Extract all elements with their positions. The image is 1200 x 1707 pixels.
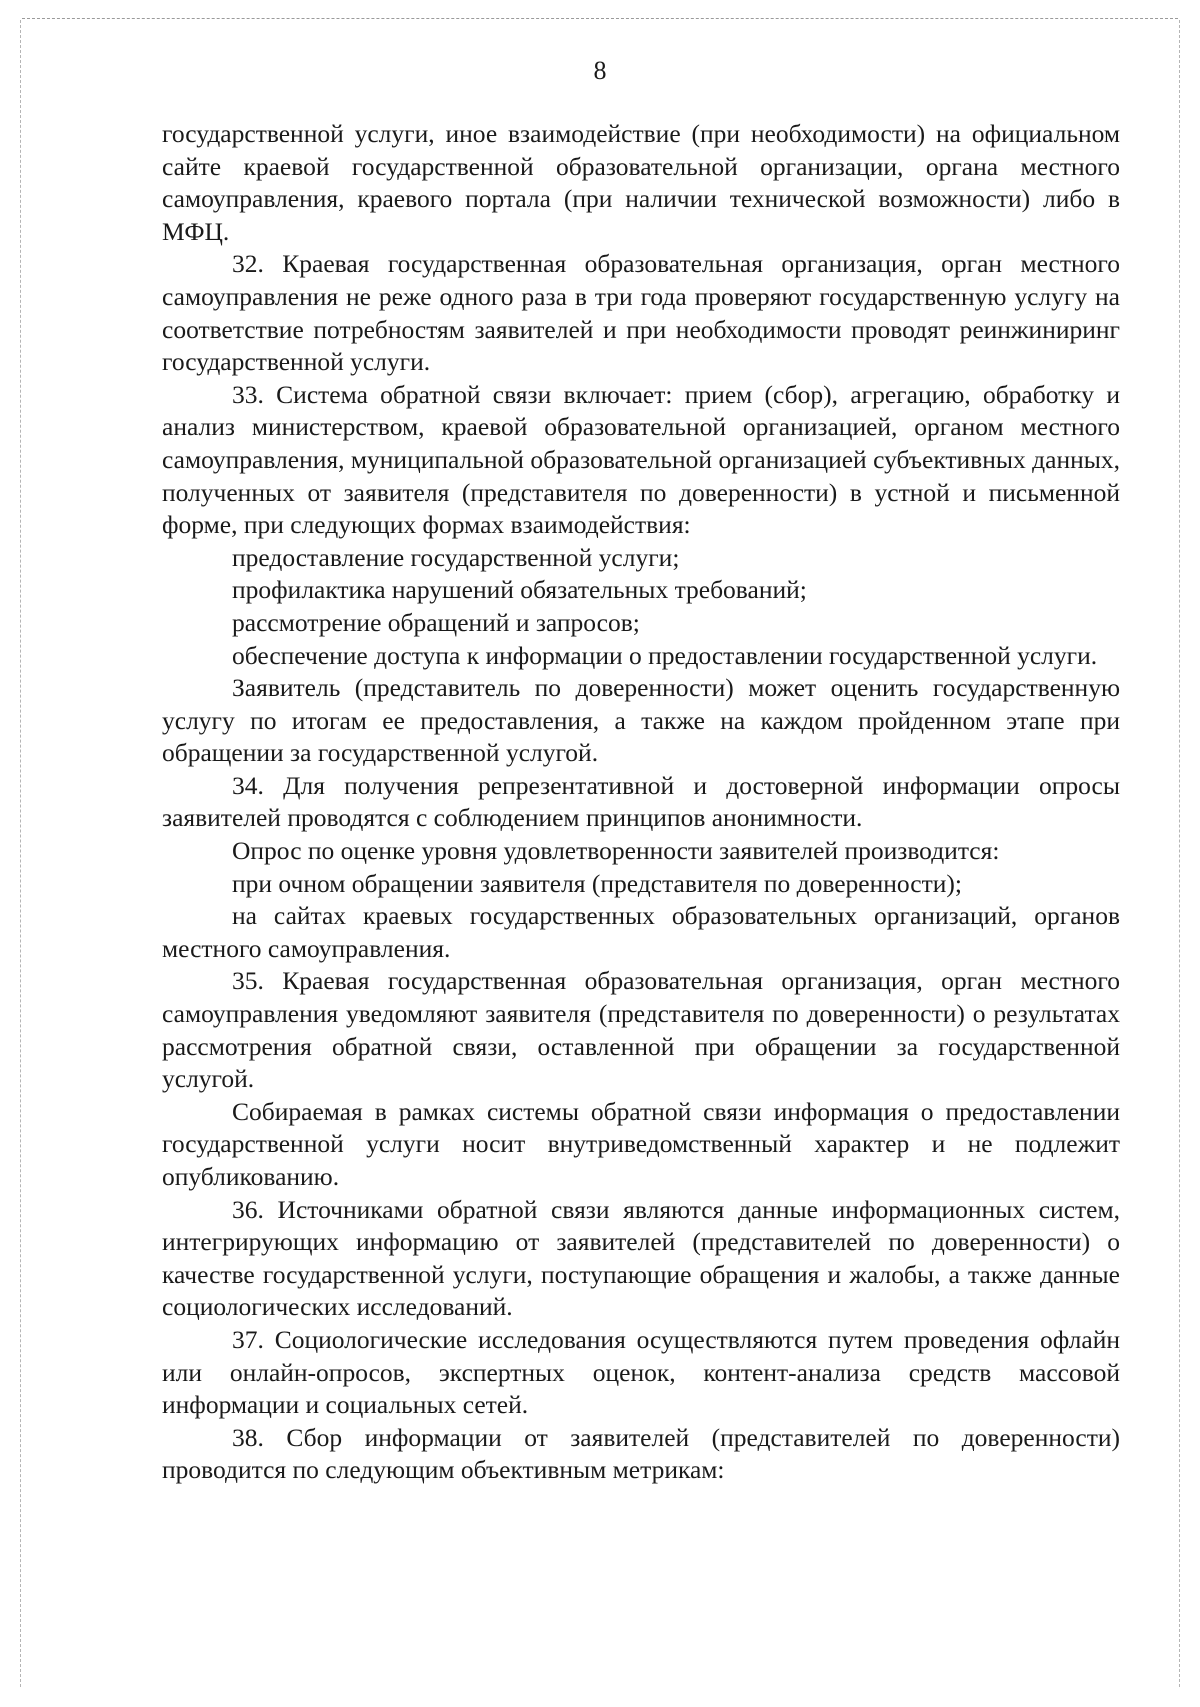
paragraph-35: 35. Краевая государственная образовательная организация, орган местного самоуправления уведомляют заявителя (представителя по доверенности) о результатах рассмотрения обратной связи, оставленной при обращении за государственной услугой. xyxy=(162,966,1120,1094)
list-item: профилактика нарушений обязательных требований; xyxy=(232,575,807,605)
scan-edge-left xyxy=(20,20,21,1687)
paragraph: Собираемая в рамках системы обратной связи информация о предоставлении государственной услуги носит внутриведомственный характер и не подлежит опубликованию. xyxy=(162,1096,1120,1191)
list-item: обеспечение доступа к информации о предоставлении государственной услуги. xyxy=(232,640,1098,670)
paragraph-34: 34. Для получения репрезентативной и достоверной информации опросы заявителей проводятся с соблюдением принципов анонимности. xyxy=(162,770,1120,833)
list-item: предоставление государственной услуги; xyxy=(232,542,680,572)
scan-edge-top xyxy=(22,18,1178,19)
paragraph-36: 36. Источниками обратной связи являются данные информационных систем, интегрирующих информацию от заявителей (представителей по доверенности) о качестве государственной услуги, поступающие обращения и жалобы, а также данные социологических исследований. xyxy=(162,1194,1120,1322)
scan-edge-right xyxy=(1179,20,1180,1687)
paragraph-38: 38. Сбор информации от заявителей (представителей по доверенности) проводится по следующим объективным метрикам: xyxy=(162,1422,1120,1485)
paragraph-37: 37. Социологические исследования осуществляются путем проведения офлайн или онлайн-опросов, экспертных оценок, контент-анализа средств массовой информации и социальных сетей. xyxy=(162,1324,1120,1420)
list-item: при очном обращении заявителя (представителя по доверенности); xyxy=(232,868,962,898)
paragraph-33: 33. Система обратной связи включает: прием (сбор), агрегацию, обработку и анализ министерством, краевой образовательной организацией, органом местного самоуправления, муниципальной образовательной организацией субъективных данных, полученных от заявителя (представителя по доверенности) в устной и письменной форме, при следующих формах взаимодействия: xyxy=(162,379,1120,540)
paragraph: Заявитель (представитель по доверенности) может оценить государственную услугу по итогам ее предоставления, а также на каждом пройденном этапе при обращении за государственной услугой. xyxy=(162,673,1120,768)
paragraph-32: 32. Краевая государственная образовательная организация, орган местного самоуправления не реже одного раза в три года проверяют государственную услугу на соответствие потребностям заявителей и при необходимости проводят реинжиниринг государственной услуги. xyxy=(162,249,1120,377)
document-body xyxy=(162,118,1120,1487)
list-item: рассмотрение обращений и запросов; xyxy=(232,607,640,637)
list-item: на сайтах краевых государственных образовательных организаций, органов местного самоуправления. xyxy=(162,901,1120,963)
paragraph: Опрос по оценке уровня удовлетворенности заявителей производится: xyxy=(232,836,1000,866)
paragraph-continuation: государственной услуги, иное взаимодействие (при необходимости) на официальном сайте краевой государственной образовательной организации, органа местного самоуправления, краевого портала (при наличии технической возможности) либо в МФЦ. xyxy=(162,119,1120,246)
page-number: 8 xyxy=(593,56,607,85)
